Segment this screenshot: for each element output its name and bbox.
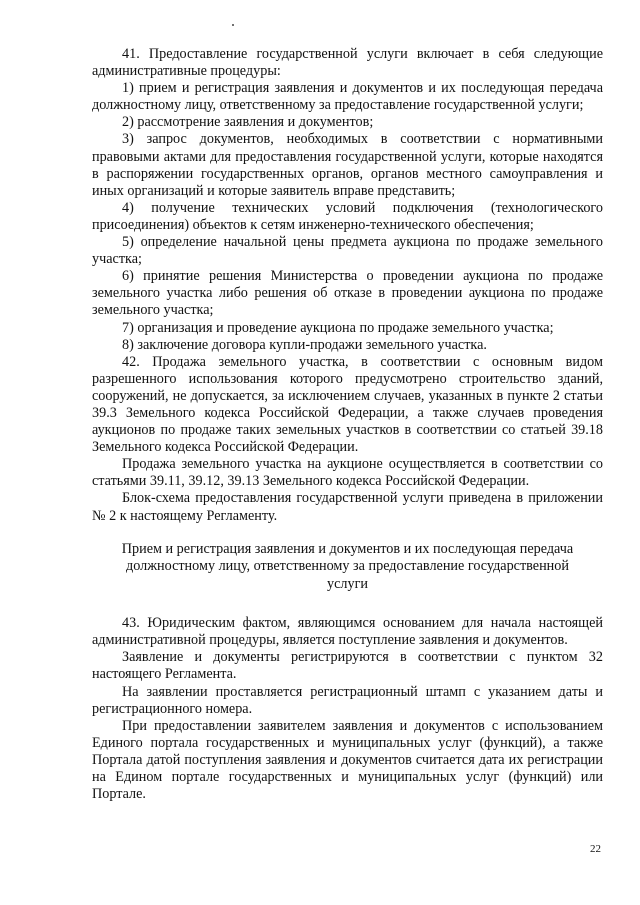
section-heading	[92, 541, 603, 594]
paragraph-stamp: На заявлении проставляется регистрационный штамп с указанием даты и регистрационного номера.	[92, 683, 603, 717]
page-number: 22	[590, 843, 601, 855]
list-item-5: 5) определение начальной цены предмета аукциона по продаже земельного участка;	[92, 234, 603, 268]
section-heading-line-3: услуги	[327, 575, 368, 592]
list-item-6: 6) принятие решения Министерства о проведении аукциона по продаже земельного участка либо решения об отказе в проведении аукциона по продаже земельного участка;	[92, 268, 603, 319]
scan-speck	[232, 24, 234, 26]
section-heading-line-2: должностному лицу, ответственному за предоставление государственной	[126, 558, 569, 575]
list-item-8: 8) заключение договора купли-продажи земельного участка.	[122, 336, 487, 353]
list-item-3: 3) запрос документов, необходимых в соответствии с нормативными правовыми актами для предоставления государственной услуги, которые находятся в распоряжении государственных органов, органов местного самоуправления и иных организаций и которые заявитель вправе представить;	[92, 131, 603, 199]
paragraph-portal: При предоставлении заявителем заявления и документов с использованием Единого портала государственных и муниципальных услуг (функций), а также Портала датой поступления заявления и документов считается дата их регистрации на Едином портале государственных и муниципальных услуг (функций) или Портале.	[92, 717, 603, 803]
list-item-4: 4) получение технических условий подключения (технологического присоединения) объектов к сетям инженерно-технического обеспечения;	[92, 199, 603, 233]
paragraph-42-auction: Продажа земельного участка на аукционе осуществляется в соответствии со статьями 39.11, 39.12, 39.13 Земельного кодекса Российской Федерации.	[92, 456, 603, 490]
list-item-7: 7) организация и проведение аукциона по продаже земельного участка;	[122, 319, 554, 336]
paragraph-43: 43. Юридическим фактом, являющимся основанием для начала настоящей административной процедуры, является поступление заявления и документов.	[92, 615, 603, 649]
paragraph-42: 42. Продажа земельного участка, в соответствии с основным видом разрешенного использования которого предусмотрено строительство зданий, сооружений, не допускается, за исключением случаев, указанных в пункте 2 статьи 39.3 Земельного кодекса Российской Федерации, а также случаев проведения аукционов по продаже таких земельных участков в соответствии со статьей 39.18 Земельного кодекса Российской Федерации.	[92, 353, 603, 456]
document-body	[92, 46, 603, 803]
paragraph-registration: Заявление и документы регистрируются в соответствии с пунктом 32 настоящего Регламента.	[92, 649, 603, 683]
list-item-2: 2) рассмотрение заявления и документов;	[122, 114, 374, 131]
paragraph-41: 41. Предоставление государственной услуги включает в себя следующие административные процедуры:	[92, 46, 603, 80]
paragraph-block-scheme: Блок-схема предоставления государственной услуги приведена в приложении № 2 к настоящему Регламенту.	[92, 490, 603, 524]
list-item-1: 1) прием и регистрация заявления и документов и их последующая передача должностному лицу, ответственному за предоставление государственной услуги;	[92, 80, 603, 114]
section-heading-line-1: Прием и регистрация заявления и документов и их последующая передача	[121, 540, 574, 557]
